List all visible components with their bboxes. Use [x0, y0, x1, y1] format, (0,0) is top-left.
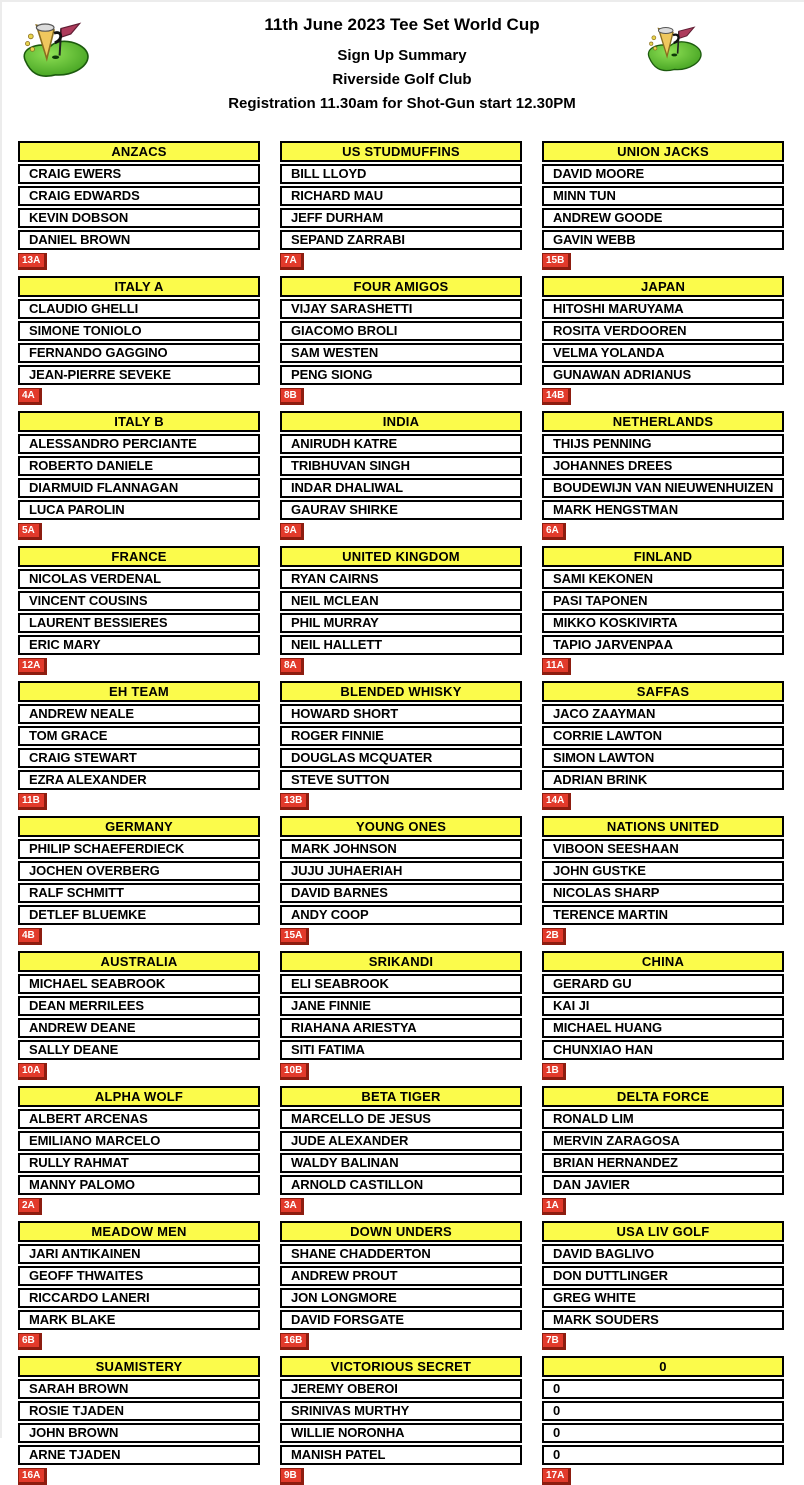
player-name: WILLIE NORONHA [280, 1423, 522, 1443]
team-name-header: VICTORIOUS SECRET [280, 1356, 522, 1377]
tee-group-badge: 10B [280, 1063, 309, 1080]
player-name: NICOLAS VERDENAL [18, 569, 260, 589]
player-name: ROSITA VERDOOREN [542, 321, 784, 341]
team-card [542, 141, 784, 270]
player-name: GREG WHITE [542, 1288, 784, 1308]
tee-group-badge: 6B [18, 1333, 42, 1350]
player-name: PASI TAPONEN [542, 591, 784, 611]
team-name-header: ITALY A [18, 276, 260, 297]
tee-group-badge: 15B [542, 253, 571, 270]
team-name-header: 0 [542, 1356, 784, 1377]
player-name: ROGER FINNIE [280, 726, 522, 746]
team-name-header: YOUNG ONES [280, 816, 522, 837]
player-name: NEIL HALLETT [280, 635, 522, 655]
player-name: JON LONGMORE [280, 1288, 522, 1308]
team-card [18, 681, 260, 810]
player-name: HITOSHI MARUYAMA [542, 299, 784, 319]
player-name: ANDY COOP [280, 905, 522, 925]
tee-group-badge: 7B [542, 1333, 566, 1350]
player-name: MARCELLO DE JESUS [280, 1109, 522, 1129]
player-name: GEOFF THWAITES [18, 1266, 260, 1286]
tee-group-badge: 14A [542, 793, 571, 810]
player-name: DAVID BARNES [280, 883, 522, 903]
player-name: RICCARDO LANERI [18, 1288, 260, 1308]
team-name-header: BETA TIGER [280, 1086, 522, 1107]
player-name: CORRIE LAWTON [542, 726, 784, 746]
tee-group-badge: 2B [542, 928, 566, 945]
team-name-header: INDIA [280, 411, 522, 432]
team-name-header: FRANCE [18, 546, 260, 567]
player-name: SEPAND ZARRABI [280, 230, 522, 250]
player-name: DOUGLAS MCQUATER [280, 748, 522, 768]
player-name: DAN JAVIER [542, 1175, 784, 1195]
team-card [280, 1086, 522, 1215]
player-name: DEAN MERRILEES [18, 996, 260, 1016]
player-name: SRINIVAS MURTHY [280, 1401, 522, 1421]
team-name-header: EH TEAM [18, 681, 260, 702]
team-name-header: ITALY B [18, 411, 260, 432]
player-name: JOHN GUSTKE [542, 861, 784, 881]
player-name: DIARMUID FLANNAGAN [18, 478, 260, 498]
player-name: SIMONE TONIOLO [18, 321, 260, 341]
team-name-header: SRIKANDI [280, 951, 522, 972]
tee-group-badge: 16B [280, 1333, 309, 1350]
player-name: JOCHEN OVERBERG [18, 861, 260, 881]
player-name: RICHARD MAU [280, 186, 522, 206]
player-name: MIKKO KOSKIVIRTA [542, 613, 784, 633]
team-card [280, 276, 522, 405]
player-name: MERVIN ZARAGOSA [542, 1131, 784, 1151]
player-name: SARAH BROWN [18, 1379, 260, 1399]
tee-group-badge: 13B [280, 793, 309, 810]
player-name: BILL LLOYD [280, 164, 522, 184]
player-name: MANNY PALOMO [18, 1175, 260, 1195]
player-name: MARK JOHNSON [280, 839, 522, 859]
subtitle-registration-info: Registration 11.30am for Shot-Gun start 12.30PM [228, 95, 576, 112]
player-name: TOM GRACE [18, 726, 260, 746]
player-name: CHUNXIAO HAN [542, 1040, 784, 1060]
player-name: JOHN BROWN [18, 1423, 260, 1443]
player-name: DAVID BAGLIVO [542, 1244, 784, 1264]
team-name-header: NATIONS UNITED [542, 816, 784, 837]
player-name: SALLY DEANE [18, 1040, 260, 1060]
player-name: INDAR DHALIWAL [280, 478, 522, 498]
player-name: PHILIP SCHAEFERDIECK [18, 839, 260, 859]
player-name: MICHAEL HUANG [542, 1018, 784, 1038]
tee-group-badge: 2A [18, 1198, 42, 1215]
player-name: STEVE SUTTON [280, 770, 522, 790]
team-name-header: BLENDED WHISKY [280, 681, 522, 702]
team-card [280, 816, 522, 945]
team-card [18, 546, 260, 675]
subtitle-sign-up-summary: Sign Up Summary [337, 47, 467, 64]
player-name: VELMA YOLANDA [542, 343, 784, 363]
player-name: RALF SCHMITT [18, 883, 260, 903]
team-name-header: DOWN UNDERS [280, 1221, 522, 1242]
team-card [18, 951, 260, 1080]
player-name: DAVID FORSGATE [280, 1310, 522, 1330]
player-name: ANDREW NEALE [18, 704, 260, 724]
golf-green-clipart-icon [14, 10, 94, 90]
tee-group-badge: 8A [280, 658, 304, 675]
player-name: ANDREW GOODE [542, 208, 784, 228]
tee-group-badge: 13A [18, 253, 47, 270]
page-title: 11th June 2023 Tee Set World Cup [264, 15, 540, 34]
team-name-header: JAPAN [542, 276, 784, 297]
team-card [542, 411, 784, 540]
player-name: ERIC MARY [18, 635, 260, 655]
player-name: DAVID MOORE [542, 164, 784, 184]
player-name: JEFF DURHAM [280, 208, 522, 228]
tee-group-badge: 1A [542, 1198, 566, 1215]
team-card [18, 1086, 260, 1215]
tee-group-badge: 12A [18, 658, 47, 675]
player-name: MARK HENGSTMAN [542, 500, 784, 520]
team-card [542, 1086, 784, 1215]
team-name-header: USA LIV GOLF [542, 1221, 784, 1242]
team-name-header: CHINA [542, 951, 784, 972]
player-name: ALBERT ARCENAS [18, 1109, 260, 1129]
golf-green-clipart-icon [640, 16, 706, 82]
team-card [18, 411, 260, 540]
tee-group-badge: 9B [280, 1468, 304, 1485]
player-name: PHIL MURRAY [280, 613, 522, 633]
player-name: EZRA ALEXANDER [18, 770, 260, 790]
team-name-header: ALPHA WOLF [18, 1086, 260, 1107]
player-name: NEIL MCLEAN [280, 591, 522, 611]
tee-group-badge: 5A [18, 523, 42, 540]
player-name: LUCA PAROLIN [18, 500, 260, 520]
tee-group-badge: 14B [542, 388, 571, 405]
player-name: NICOLAS SHARP [542, 883, 784, 903]
player-name: ANIRUDH KATRE [280, 434, 522, 454]
player-name: BOUDEWIJN VAN NIEUWENHUIZEN [542, 478, 784, 498]
player-name: JACO ZAAYMAN [542, 704, 784, 724]
player-name: EMILIANO MARCELO [18, 1131, 260, 1151]
player-name: MINN TUN [542, 186, 784, 206]
team-name-header: MEADOW MEN [18, 1221, 260, 1242]
player-name: DON DUTTLINGER [542, 1266, 784, 1286]
player-name: MICHAEL SEABROOK [18, 974, 260, 994]
page-left-edge [0, 0, 2, 1438]
team-card [542, 1221, 784, 1350]
player-name: CRAIG EDWARDS [18, 186, 260, 206]
player-name: LAURENT BESSIERES [18, 613, 260, 633]
player-name: KAI JI [542, 996, 784, 1016]
team-card [280, 1221, 522, 1350]
team-card [280, 1356, 522, 1485]
player-name: JUJU JUHAERIAH [280, 861, 522, 881]
team-card [18, 816, 260, 945]
player-name: SAM WESTEN [280, 343, 522, 363]
player-name: CLAUDIO GHELLI [18, 299, 260, 319]
team-name-header: GERMANY [18, 816, 260, 837]
player-name: RYAN CAIRNS [280, 569, 522, 589]
team-name-header: NETHERLANDS [542, 411, 784, 432]
tee-group-badge: 15A [280, 928, 309, 945]
player-name: RONALD LIM [542, 1109, 784, 1129]
player-name: TRIBHUVAN SINGH [280, 456, 522, 476]
player-name: KEVIN DOBSON [18, 208, 260, 228]
tee-group-badge: 4B [18, 928, 42, 945]
team-card [542, 546, 784, 675]
player-name: BRIAN HERNANDEZ [542, 1153, 784, 1173]
player-name: VINCENT COUSINS [18, 591, 260, 611]
team-card [542, 276, 784, 405]
team-card [280, 546, 522, 675]
player-name: ROSIE TJADEN [18, 1401, 260, 1421]
player-name: THIJS PENNING [542, 434, 784, 454]
team-name-header: UNION JACKS [542, 141, 784, 162]
tee-group-badge: 10A [18, 1063, 47, 1080]
team-card [280, 141, 522, 270]
tee-group-badge: 4A [18, 388, 42, 405]
player-name: TERENCE MARTIN [542, 905, 784, 925]
player-name: RULLY RAHMAT [18, 1153, 260, 1173]
player-name: MARK SOUDERS [542, 1310, 784, 1330]
team-name-header: ANZACS [18, 141, 260, 162]
player-name: ROBERTO DANIELE [18, 456, 260, 476]
team-card [18, 1221, 260, 1350]
tee-group-badge: 16A [18, 1468, 47, 1485]
team-card [18, 1356, 260, 1485]
player-name: SIMON LAWTON [542, 748, 784, 768]
team-card [542, 1356, 784, 1485]
player-name: VIBOON SEESHAAN [542, 839, 784, 859]
team-name-header: AUSTRALIA [18, 951, 260, 972]
player-name: GAURAV SHIRKE [280, 500, 522, 520]
player-name: GERARD GU [542, 974, 784, 994]
team-name-header: US STUDMUFFINS [280, 141, 522, 162]
player-name: ARNOLD CASTILLON [280, 1175, 522, 1195]
player-name: TAPIO JARVENPAA [542, 635, 784, 655]
player-name: HOWARD SHORT [280, 704, 522, 724]
player-name: SAMI KEKONEN [542, 569, 784, 589]
player-name: RIAHANA ARIESTYA [280, 1018, 522, 1038]
team-card [18, 276, 260, 405]
player-name: JEREMY OBEROI [280, 1379, 522, 1399]
team-name-header: SUAMISTERY [18, 1356, 260, 1377]
player-name: MARK BLAKE [18, 1310, 260, 1330]
player-name: ARNE TJADEN [18, 1445, 260, 1465]
player-name: JOHANNES DREES [542, 456, 784, 476]
player-name: 0 [542, 1379, 784, 1399]
player-name: GUNAWAN ADRIANUS [542, 365, 784, 385]
player-name: VIJAY SARASHETTI [280, 299, 522, 319]
player-name: ANDREW DEANE [18, 1018, 260, 1038]
subtitle-club-name: Riverside Golf Club [332, 71, 472, 88]
player-name: ADRIAN BRINK [542, 770, 784, 790]
team-name-header: DELTA FORCE [542, 1086, 784, 1107]
player-name: CRAIG STEWART [18, 748, 260, 768]
tee-group-badge: 3A [280, 1198, 304, 1215]
team-card [280, 411, 522, 540]
player-name: 0 [542, 1401, 784, 1421]
player-name: ELI SEABROOK [280, 974, 522, 994]
team-name-header: SAFFAS [542, 681, 784, 702]
player-name: 0 [542, 1445, 784, 1465]
team-card [542, 816, 784, 945]
player-name: ANDREW PROUT [280, 1266, 522, 1286]
player-name: JARI ANTIKAINEN [18, 1244, 260, 1264]
player-name: 0 [542, 1423, 784, 1443]
team-card [280, 681, 522, 810]
teams-grid [18, 141, 804, 1485]
team-card [18, 141, 260, 270]
tee-group-badge: 17A [542, 1468, 571, 1485]
team-card [280, 951, 522, 1080]
team-card [542, 681, 784, 810]
player-name: GAVIN WEBB [542, 230, 784, 250]
tee-group-badge: 11B [18, 793, 47, 810]
team-name-header: UNITED KINGDOM [280, 546, 522, 567]
player-name: JEAN-PIERRE SEVEKE [18, 365, 260, 385]
tee-group-badge: 11A [542, 658, 571, 675]
team-name-header: FINLAND [542, 546, 784, 567]
player-name: SHANE CHADDERTON [280, 1244, 522, 1264]
player-name: GIACOMO BROLI [280, 321, 522, 341]
player-name: SITI FATIMA [280, 1040, 522, 1060]
player-name: CRAIG EWERS [18, 164, 260, 184]
player-name: MANISH PATEL [280, 1445, 522, 1465]
player-name: ALESSANDRO PERCIANTE [18, 434, 260, 454]
player-name: JUDE ALEXANDER [280, 1131, 522, 1151]
team-name-header: FOUR AMIGOS [280, 276, 522, 297]
team-card [542, 951, 784, 1080]
tee-group-badge: 8B [280, 388, 304, 405]
player-name: DANIEL BROWN [18, 230, 260, 250]
tee-group-badge: 1B [542, 1063, 566, 1080]
player-name: DETLEF BLUEMKE [18, 905, 260, 925]
player-name: FERNANDO GAGGINO [18, 343, 260, 363]
player-name: PENG SIONG [280, 365, 522, 385]
tee-group-badge: 7A [280, 253, 304, 270]
player-name: JANE FINNIE [280, 996, 522, 1016]
tee-group-badge: 9A [280, 523, 304, 540]
document-header [0, 0, 804, 141]
tee-group-badge: 6A [542, 523, 566, 540]
player-name: WALDY BALINAN [280, 1153, 522, 1173]
